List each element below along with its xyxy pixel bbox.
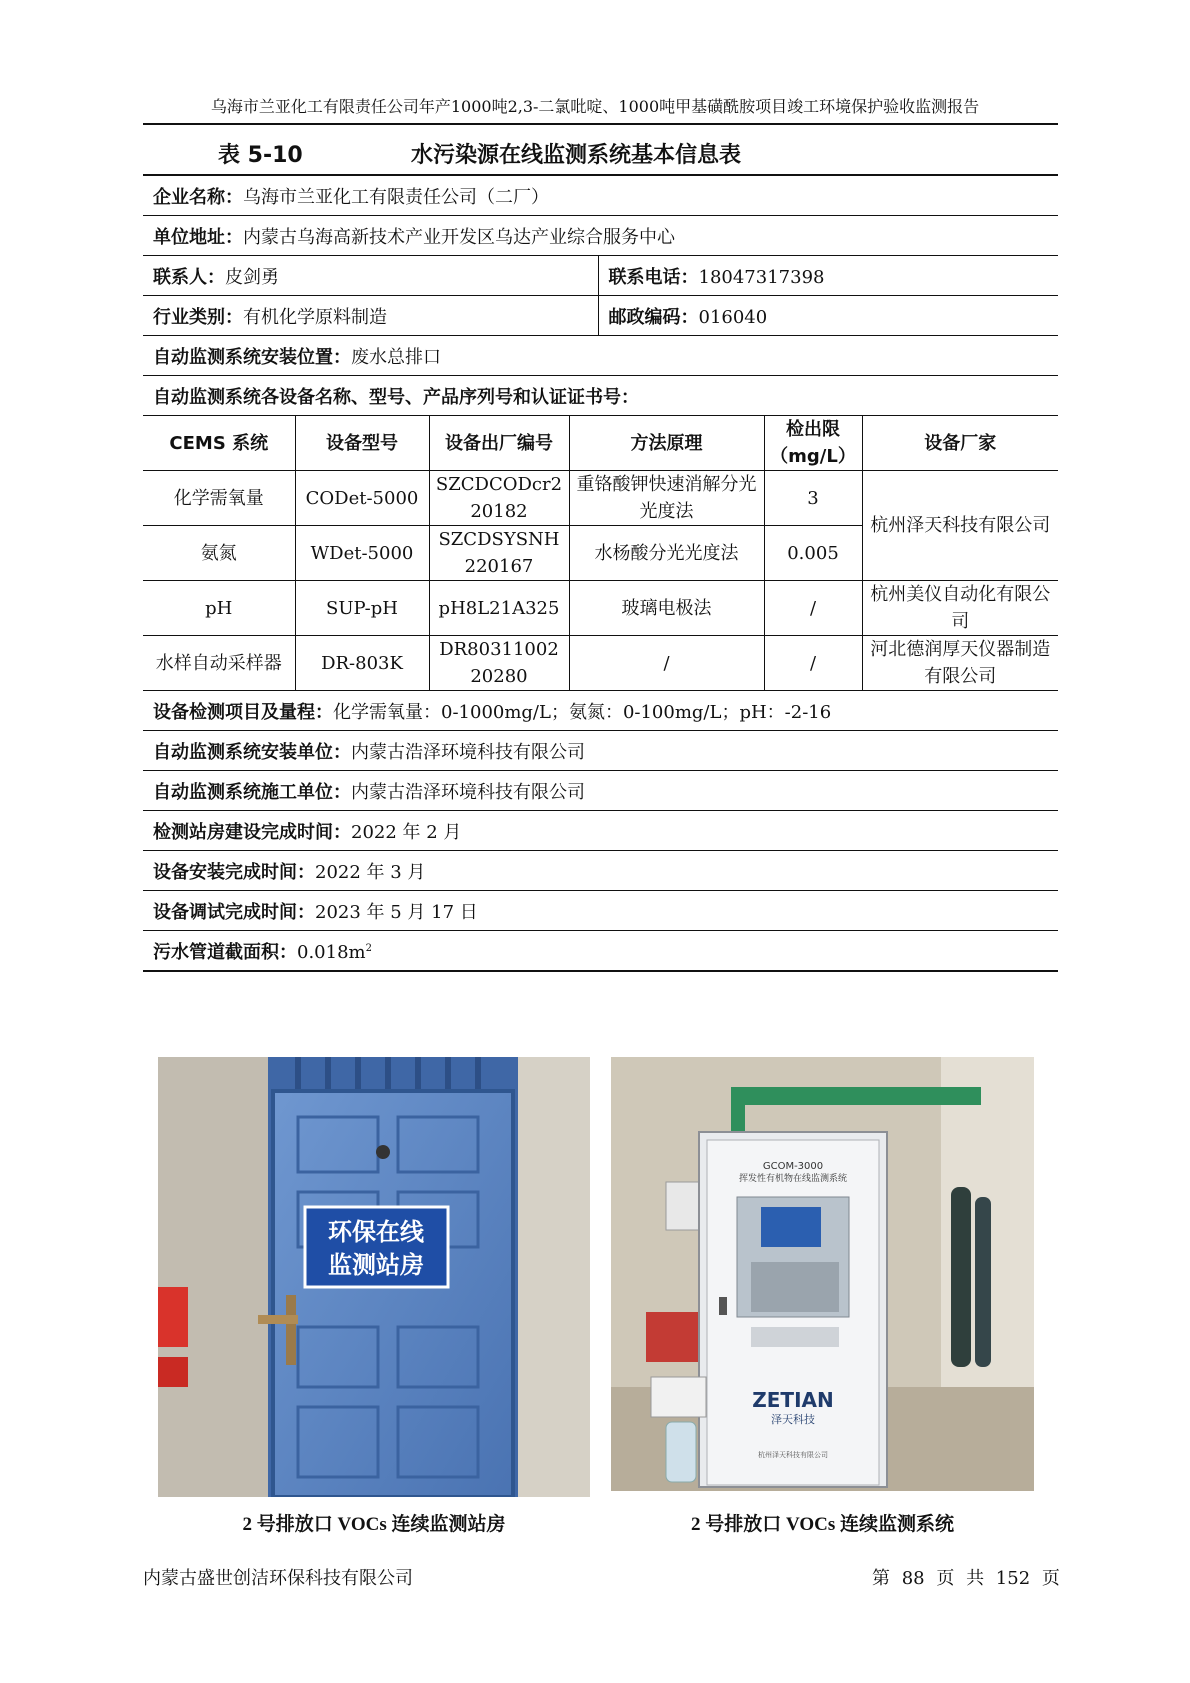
row-company xyxy=(143,175,1058,216)
contact-label: 联系人： xyxy=(153,266,225,288)
row-installer xyxy=(143,731,1058,771)
install-location-value: 废水总排口 xyxy=(351,346,441,368)
phone-label: 联系电话： xyxy=(608,266,699,288)
cell-system: 化学需氧量 xyxy=(143,471,295,526)
right-photo-caption: 2 号排放口 VOCs 连续监测系统 xyxy=(691,1514,954,1535)
cell-model: WDet-5000 xyxy=(295,526,429,581)
cell-system: 氨氮 xyxy=(143,526,295,581)
station-door-photo xyxy=(158,1057,590,1497)
equipment-intro: 自动监测系统各设备名称、型号、产品序列号和认证证书号： xyxy=(153,386,639,408)
cell-limit: / xyxy=(764,636,862,691)
phone-value: 18047317398 xyxy=(698,266,825,288)
installer-value: 内蒙古浩泽环境科技有限公司 xyxy=(351,741,585,763)
cell-method: 水杨酸分光光度法 xyxy=(569,526,764,581)
cell-serial: SZCDCODcr220182 xyxy=(429,471,569,526)
row-install-location xyxy=(143,336,1058,376)
company-label: 企业名称： xyxy=(153,186,243,208)
col-header-model: 设备型号 xyxy=(295,416,429,471)
footer-page-number: 第 88 页 共 152 页 xyxy=(872,1568,1060,1589)
col-header-serial: 设备出厂编号 xyxy=(429,416,569,471)
table-number: 表 5-10 xyxy=(218,143,303,168)
postcode-label: 邮政编码： xyxy=(608,306,699,328)
header-rule xyxy=(143,123,1058,125)
col-header-maker: 设备厂家 xyxy=(862,416,1058,471)
row-address xyxy=(143,216,1058,256)
builder-value: 内蒙古浩泽环境科技有限公司 xyxy=(351,781,585,803)
equip-install-label: 设备安装完成时间： xyxy=(153,861,315,883)
door-handle-icon xyxy=(286,1295,296,1365)
footer-company: 内蒙古盛世创洁环保科技有限公司 xyxy=(143,1568,413,1589)
cabinet-brand: ZETIAN xyxy=(752,1388,834,1412)
row-equip-install-time xyxy=(143,851,1058,891)
table-row xyxy=(143,636,1058,691)
station-label: 检测站房建设完成时间： xyxy=(153,821,351,843)
col-header-method: 方法原理 xyxy=(569,416,764,471)
col-header-limit: 检出限（mg/L） xyxy=(764,416,862,471)
postcode-value: 016040 xyxy=(698,306,768,328)
report-header: 乌海市兰亚化工有限责任公司年产1000吨2,3-二氯吡啶、1000吨甲基磺酰胺项目竣工环境保护验收监测报告 xyxy=(210,97,980,116)
cell-method: 重铬酸钾快速消解分光光度法 xyxy=(569,471,764,526)
pipe-unit-superscript: 2 xyxy=(365,942,372,954)
cell-method: 玻璃电极法 xyxy=(569,581,764,636)
cell-limit: / xyxy=(764,581,862,636)
monitoring-cabinet-illustration xyxy=(611,1057,1034,1491)
range-label: 设备检测项目及量程： xyxy=(153,701,333,723)
table-row xyxy=(143,471,1058,526)
cell-limit: 3 xyxy=(764,471,862,526)
pipe-label: 污水管道截面积： xyxy=(153,941,297,963)
install-location-label: 自动监测系统安装位置： xyxy=(153,346,351,368)
cell-serial: SZCDSYSNH220167 xyxy=(429,526,569,581)
address-value: 内蒙古乌海高新技术产业开发区乌达产业综合服务中心 xyxy=(243,226,675,248)
info-table xyxy=(143,174,1058,972)
row-equipment-table xyxy=(143,416,1058,691)
industry-value: 有机化学原料制造 xyxy=(243,306,387,328)
cabinet-model-label: GCOM-3000 xyxy=(762,1161,824,1172)
left-photo-caption: 2 号排放口 VOCs 连续监测站房 xyxy=(242,1514,506,1535)
cell-serial: pH8L21A325 xyxy=(429,581,569,636)
address-label: 单位地址： xyxy=(153,226,243,248)
range-value: 化学需氧量：0-1000mg/L；氨氮：0-100mg/L；pH：-2-16 xyxy=(333,701,832,723)
equipment-header-row xyxy=(143,416,1058,471)
cabinet-screen xyxy=(761,1207,821,1247)
cabinet-desc-label: 挥发性有机物在线监测系统 xyxy=(738,1174,848,1184)
cell-method: / xyxy=(569,636,764,691)
pipe-value: 0.018m xyxy=(297,941,366,963)
row-equipment-intro xyxy=(143,376,1058,416)
cell-serial: DR8031100220280 xyxy=(429,636,569,691)
station-door-illustration xyxy=(158,1057,590,1497)
cell-model: DR-803K xyxy=(295,636,429,691)
cell-limit: 0.005 xyxy=(764,526,862,581)
station-value: 2022 年 2 月 xyxy=(351,821,462,843)
row-debug-time xyxy=(143,891,1058,931)
cabinet-brand-cn: 泽天科技 xyxy=(771,1413,815,1426)
col-header-system: CEMS 系统 xyxy=(143,416,295,471)
monitoring-system-photo xyxy=(611,1057,1034,1491)
cabinet-company: 杭州泽天科技有限公司 xyxy=(758,1451,828,1459)
sign-line-1: 环保在线 xyxy=(328,1218,424,1246)
cell-model: CODet-5000 xyxy=(295,471,429,526)
installer-label: 自动监测系统安装单位： xyxy=(153,741,351,763)
row-industry xyxy=(143,296,1058,336)
cell-maker: 杭州美仪自动化有限公司 xyxy=(862,581,1058,636)
contact-value: 皮剑勇 xyxy=(225,266,279,288)
row-builder xyxy=(143,771,1058,811)
cell-system: pH xyxy=(143,581,295,636)
cell-maker: 河北德润厚天仪器制造有限公司 xyxy=(862,636,1058,691)
industry-label: 行业类别： xyxy=(153,306,243,328)
row-station-time xyxy=(143,811,1058,851)
debug-value: 2023 年 5 月 17 日 xyxy=(315,901,478,923)
table-title-row xyxy=(143,138,1058,170)
row-range xyxy=(143,691,1058,731)
equip-install-value: 2022 年 3 月 xyxy=(315,861,426,883)
cell-maker-shared: 杭州泽天科技有限公司 xyxy=(862,471,1058,581)
equipment-table xyxy=(143,416,1058,690)
company-value: 乌海市兰亚化工有限责任公司（二厂） xyxy=(243,186,549,208)
cell-model: SUP-pH xyxy=(295,581,429,636)
row-pipe-area xyxy=(143,931,1058,972)
table-row xyxy=(143,581,1058,636)
cell-system: 水样自动采样器 xyxy=(143,636,295,691)
sign-line-2: 监测站房 xyxy=(328,1251,424,1279)
row-contact xyxy=(143,256,1058,296)
builder-label: 自动监测系统施工单位： xyxy=(153,781,351,803)
debug-label: 设备调试完成时间： xyxy=(153,901,315,923)
table-title: 水污染源在线监测系统基本信息表 xyxy=(411,143,742,168)
